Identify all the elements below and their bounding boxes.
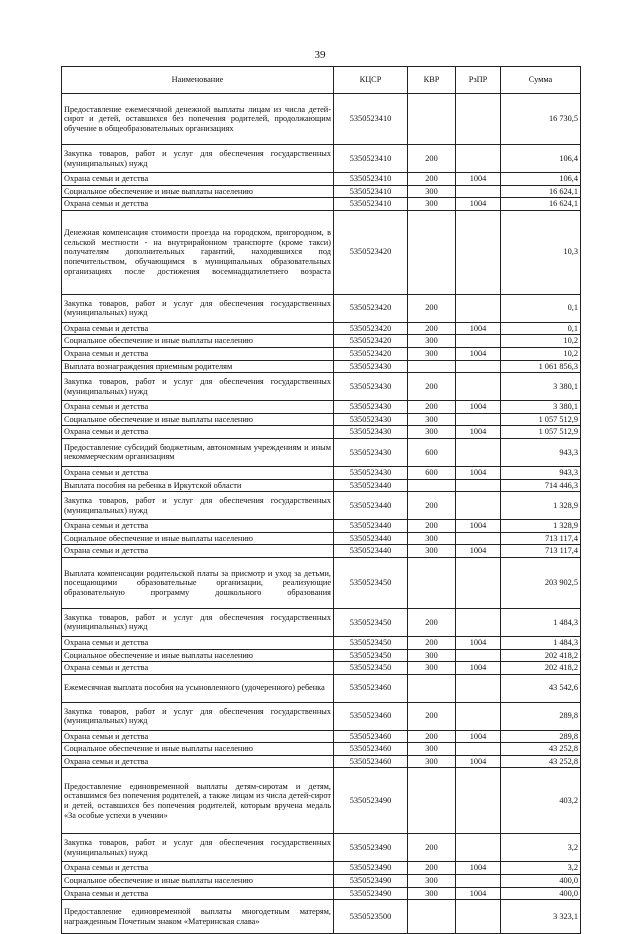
cell-sum: 16 624,1	[501, 198, 581, 211]
cell-name: Охрана семьи и детства	[62, 426, 334, 439]
cell-kvr: 300	[408, 413, 456, 426]
cell-kvr: 200	[408, 145, 456, 173]
cell-kcsr: 5350523410	[334, 145, 408, 173]
table-row	[62, 545, 581, 558]
cell-kvr	[408, 360, 456, 373]
page-number: 39	[314, 49, 326, 61]
cell-sum: 10,3	[501, 210, 581, 294]
cell-kvr: 600	[408, 466, 456, 479]
cell-rzpr: 1004	[456, 636, 501, 649]
cell-kcsr: 5350523440	[334, 492, 408, 520]
cell-name: Закупка товаров, работ и услуг для обеспечения государственных (муниципальных) нужд	[62, 608, 334, 636]
cell-rzpr: 1004	[456, 347, 501, 360]
table-row	[62, 743, 581, 756]
cell-name: Предоставление единовременной выплаты детям-сиротам и детям, оставшимся без попечения родителей, а также лицам из числа детей-сирот и детей, оставшихся без попечения родителей, которым вручена медаль «За особые успехи в учении»	[62, 768, 334, 834]
header-rzpr: РзПР	[456, 67, 501, 94]
header-name: Наименование	[62, 67, 334, 94]
cell-kvr: 200	[408, 520, 456, 533]
cell-name: Охрана семьи и детства	[62, 755, 334, 768]
cell-rzpr: 1004	[456, 755, 501, 768]
table-row	[62, 834, 581, 862]
cell-kcsr: 5350523420	[334, 347, 408, 360]
cell-kcsr: 5350523420	[334, 294, 408, 322]
cell-kcsr: 5350523410	[334, 185, 408, 198]
cell-rzpr: 1004	[456, 520, 501, 533]
cell-name: Выплата компенсации родительской платы за присмотр и уход за детьми, посещающими образовательные организации, реализующие образовательную программу дошкольного образования	[62, 557, 334, 608]
cell-sum: 289,8	[501, 702, 581, 730]
cell-kcsr: 5350523490	[334, 875, 408, 888]
table-row	[62, 294, 581, 322]
table-row	[62, 608, 581, 636]
cell-kcsr: 5350523420	[334, 210, 408, 294]
cell-sum: 1 057 512,9	[501, 426, 581, 439]
cell-kcsr: 5350523500	[334, 900, 408, 934]
cell-sum: 106,4	[501, 145, 581, 173]
cell-sum: 3,2	[501, 834, 581, 862]
cell-name: Охрана семьи и детства	[62, 662, 334, 675]
cell-rzpr: 1004	[456, 887, 501, 900]
table-row	[62, 479, 581, 492]
header-sum: Сумма	[501, 67, 581, 94]
cell-kvr: 200	[408, 373, 456, 401]
cell-kcsr: 5350523450	[334, 662, 408, 675]
table-body	[62, 94, 581, 934]
cell-rzpr: 1004	[456, 545, 501, 558]
cell-sum: 943,3	[501, 438, 581, 466]
cell-name: Охрана семьи и детства	[62, 636, 334, 649]
cell-name: Социальное обеспечение и иные выплаты населению	[62, 532, 334, 545]
cell-sum: 943,3	[501, 466, 581, 479]
cell-sum: 3,2	[501, 862, 581, 875]
cell-name: Охрана семьи и детства	[62, 730, 334, 743]
cell-name: Социальное обеспечение и иные выплаты населению	[62, 413, 334, 426]
cell-rzpr: 1004	[456, 322, 501, 335]
cell-kvr: 300	[408, 887, 456, 900]
table-row	[62, 322, 581, 335]
cell-kcsr: 5350523460	[334, 743, 408, 756]
cell-rzpr	[456, 373, 501, 401]
cell-kcsr: 5350523460	[334, 674, 408, 702]
table-row	[62, 145, 581, 173]
table-row	[62, 862, 581, 875]
cell-kvr: 300	[408, 198, 456, 211]
cell-sum: 714 446,3	[501, 479, 581, 492]
cell-sum: 0,1	[501, 322, 581, 335]
cell-rzpr	[456, 360, 501, 373]
cell-sum: 3 380,1	[501, 373, 581, 401]
table-row	[62, 426, 581, 439]
cell-kvr: 300	[408, 755, 456, 768]
table-row	[62, 649, 581, 662]
cell-kvr: 200	[408, 173, 456, 186]
table-row	[62, 347, 581, 360]
cell-sum: 713 117,4	[501, 545, 581, 558]
cell-rzpr	[456, 94, 501, 145]
cell-kvr: 200	[408, 862, 456, 875]
cell-rzpr: 1004	[456, 198, 501, 211]
cell-name: Охрана семьи и детства	[62, 347, 334, 360]
cell-kcsr: 5350523430	[334, 401, 408, 414]
table-row	[62, 532, 581, 545]
cell-kvr: 200	[408, 834, 456, 862]
cell-name: Охрана семьи и детства	[62, 173, 334, 186]
cell-rzpr	[456, 532, 501, 545]
cell-name: Закупка товаров, работ и услуг для обеспечения государственных (муниципальных) нужд	[62, 492, 334, 520]
cell-sum: 202 418,2	[501, 649, 581, 662]
cell-kvr: 200	[408, 492, 456, 520]
cell-sum: 1 328,9	[501, 520, 581, 533]
cell-sum: 1 328,9	[501, 492, 581, 520]
cell-kvr: 300	[408, 347, 456, 360]
cell-sum: 1 061 856,3	[501, 360, 581, 373]
cell-kvr: 300	[408, 532, 456, 545]
table-row	[62, 466, 581, 479]
cell-kcsr: 5350523430	[334, 438, 408, 466]
cell-kvr: 300	[408, 185, 456, 198]
cell-rzpr	[456, 479, 501, 492]
table-row	[62, 887, 581, 900]
cell-kvr	[408, 900, 456, 934]
cell-kvr: 200	[408, 294, 456, 322]
cell-rzpr: 1004	[456, 173, 501, 186]
header-kcsr: КЦСР	[334, 67, 408, 94]
cell-kvr	[408, 557, 456, 608]
cell-sum: 289,8	[501, 730, 581, 743]
cell-name: Охрана семьи и детства	[62, 887, 334, 900]
cell-rzpr	[456, 834, 501, 862]
table-row	[62, 373, 581, 401]
table-row	[62, 662, 581, 675]
cell-kvr: 300	[408, 649, 456, 662]
cell-rzpr: 1004	[456, 862, 501, 875]
cell-rzpr	[456, 492, 501, 520]
cell-sum: 1 484,3	[501, 636, 581, 649]
cell-rzpr	[456, 608, 501, 636]
cell-kcsr: 5350523490	[334, 768, 408, 834]
cell-kvr: 300	[408, 545, 456, 558]
cell-kcsr: 5350523450	[334, 636, 408, 649]
cell-name: Охрана семьи и детства	[62, 401, 334, 414]
cell-rzpr	[456, 145, 501, 173]
cell-name: Выплата вознаграждения приемным родителям	[62, 360, 334, 373]
cell-kvr: 300	[408, 426, 456, 439]
cell-kvr	[408, 768, 456, 834]
cell-rzpr	[456, 210, 501, 294]
cell-kcsr: 5350523420	[334, 335, 408, 348]
cell-kcsr: 5350523490	[334, 887, 408, 900]
cell-rzpr: 1004	[456, 730, 501, 743]
cell-kcsr: 5350523450	[334, 608, 408, 636]
cell-kcsr: 5350523430	[334, 426, 408, 439]
cell-kcsr: 5350523460	[334, 702, 408, 730]
cell-name: Закупка товаров, работ и услуг для обеспечения государственных (муниципальных) нужд	[62, 834, 334, 862]
cell-sum: 1 484,3	[501, 608, 581, 636]
cell-name: Охрана семьи и детства	[62, 545, 334, 558]
cell-name: Закупка товаров, работ и услуг для обеспечения государственных (муниципальных) нужд	[62, 702, 334, 730]
cell-sum: 713 117,4	[501, 532, 581, 545]
table-row	[62, 185, 581, 198]
cell-sum: 10,2	[501, 335, 581, 348]
table-row	[62, 875, 581, 888]
cell-kvr	[408, 94, 456, 145]
cell-name: Предоставление ежемесячной денежной выплаты лицам из числа детей-сирот и детей, оставшихся без попечения родителей, продолжающим обучение в общеобразовательных организациях	[62, 94, 334, 145]
cell-kcsr: 5350523440	[334, 532, 408, 545]
table-row	[62, 438, 581, 466]
cell-name: Социальное обеспечение и иные выплаты населению	[62, 743, 334, 756]
table-row	[62, 335, 581, 348]
cell-name: Денежная компенсация стоимости проезда на городском, пригородном, в сельской местности - на внутрирайонном транспорте (кроме такси) получателям дополнительных гарантий, находившихся под попечительством, обучающимся в муниципальных образовательных организациях после достижения восемнадцатилетнего возраста	[62, 210, 334, 294]
cell-kcsr: 5350523420	[334, 322, 408, 335]
cell-rzpr: 1004	[456, 466, 501, 479]
cell-sum: 3 323,1	[501, 900, 581, 934]
table-row	[62, 94, 581, 145]
cell-rzpr: 1004	[456, 401, 501, 414]
table-row	[62, 210, 581, 294]
table-row	[62, 198, 581, 211]
cell-sum: 10,2	[501, 347, 581, 360]
cell-kcsr: 5350523440	[334, 520, 408, 533]
cell-rzpr	[456, 185, 501, 198]
cell-kcsr: 5350523460	[334, 755, 408, 768]
cell-rzpr	[456, 413, 501, 426]
cell-name: Закупка товаров, работ и услуг для обеспечения государственных (муниципальных) нужд	[62, 373, 334, 401]
cell-kvr: 200	[408, 730, 456, 743]
cell-name: Охрана семьи и детства	[62, 520, 334, 533]
table-row	[62, 360, 581, 373]
cell-kcsr: 5350523450	[334, 557, 408, 608]
cell-name: Закупка товаров, работ и услуг для обеспечения государственных (муниципальных) нужд	[62, 145, 334, 173]
cell-kcsr: 5350523440	[334, 545, 408, 558]
cell-sum: 106,4	[501, 173, 581, 186]
cell-rzpr	[456, 294, 501, 322]
cell-kvr: 200	[408, 608, 456, 636]
cell-sum: 400,0	[501, 875, 581, 888]
table-row	[62, 900, 581, 934]
cell-sum: 16 730,5	[501, 94, 581, 145]
cell-rzpr	[456, 875, 501, 888]
cell-name: Охрана семьи и детства	[62, 198, 334, 211]
table-row	[62, 674, 581, 702]
header-kvr: КВР	[408, 67, 456, 94]
cell-kcsr: 5350523450	[334, 649, 408, 662]
cell-kvr: 200	[408, 702, 456, 730]
cell-kvr: 300	[408, 743, 456, 756]
cell-kvr	[408, 210, 456, 294]
cell-rzpr	[456, 438, 501, 466]
budget-table	[61, 66, 581, 934]
table-row	[62, 768, 581, 834]
cell-kvr: 200	[408, 636, 456, 649]
cell-name: Социальное обеспечение и иные выплаты населению	[62, 875, 334, 888]
cell-sum: 403,2	[501, 768, 581, 834]
cell-rzpr	[456, 335, 501, 348]
cell-rzpr	[456, 900, 501, 934]
cell-name: Охрана семьи и детства	[62, 322, 334, 335]
cell-kcsr: 5350523430	[334, 413, 408, 426]
cell-kvr: 300	[408, 335, 456, 348]
cell-kvr: 300	[408, 875, 456, 888]
cell-kcsr: 5350523440	[334, 479, 408, 492]
cell-rzpr	[456, 674, 501, 702]
cell-kcsr: 5350523410	[334, 173, 408, 186]
cell-kvr: 200	[408, 322, 456, 335]
cell-name: Социальное обеспечение и иные выплаты населению	[62, 185, 334, 198]
cell-kcsr: 5350523490	[334, 834, 408, 862]
table-row	[62, 702, 581, 730]
cell-sum: 43 252,8	[501, 755, 581, 768]
table-row	[62, 520, 581, 533]
cell-rzpr	[456, 743, 501, 756]
cell-name: Предоставление единовременной выплаты многодетным матерям, награжденным Почетным знаком «Материнская слава»	[62, 900, 334, 934]
cell-rzpr	[456, 557, 501, 608]
cell-sum: 202 418,2	[501, 662, 581, 675]
cell-sum: 1 057 512,9	[501, 413, 581, 426]
cell-name: Охрана семьи и детства	[62, 862, 334, 875]
table-row	[62, 173, 581, 186]
cell-rzpr	[456, 768, 501, 834]
cell-kcsr: 5350523490	[334, 862, 408, 875]
cell-kcsr: 5350523430	[334, 466, 408, 479]
cell-sum: 43 542,6	[501, 674, 581, 702]
cell-sum: 0,1	[501, 294, 581, 322]
cell-name: Социальное обеспечение и иные выплаты населению	[62, 649, 334, 662]
cell-name: Закупка товаров, работ и услуг для обеспечения государственных (муниципальных) нужд	[62, 294, 334, 322]
table-header-row	[62, 67, 581, 94]
cell-name: Ежемесячная выплата пособия на усыновленного (удочеренного) ребенка	[62, 674, 334, 702]
cell-sum: 16 624,1	[501, 185, 581, 198]
cell-name: Социальное обеспечение и иные выплаты населению	[62, 335, 334, 348]
cell-kvr: 600	[408, 438, 456, 466]
cell-name: Предоставление субсидий бюджетным, автономным учреждениям и иным некоммерческим организациям	[62, 438, 334, 466]
cell-kvr: 300	[408, 662, 456, 675]
table-row	[62, 413, 581, 426]
table-row	[62, 730, 581, 743]
cell-kcsr: 5350523430	[334, 373, 408, 401]
cell-rzpr	[456, 702, 501, 730]
cell-kcsr: 5350523410	[334, 198, 408, 211]
cell-rzpr: 1004	[456, 426, 501, 439]
table-row	[62, 401, 581, 414]
cell-kcsr: 5350523430	[334, 360, 408, 373]
cell-sum: 43 252,8	[501, 743, 581, 756]
table-row	[62, 557, 581, 608]
cell-kvr	[408, 479, 456, 492]
cell-kvr	[408, 674, 456, 702]
table-row	[62, 755, 581, 768]
cell-kcsr: 5350523410	[334, 94, 408, 145]
table-row	[62, 492, 581, 520]
cell-name: Охрана семьи и детства	[62, 466, 334, 479]
cell-kcsr: 5350523460	[334, 730, 408, 743]
cell-sum: 3 380,1	[501, 401, 581, 414]
cell-rzpr	[456, 649, 501, 662]
cell-name: Выплата пособия на ребенка в Иркутской области	[62, 479, 334, 492]
cell-kvr: 200	[408, 401, 456, 414]
table-row	[62, 636, 581, 649]
cell-sum: 400,0	[501, 887, 581, 900]
cell-sum: 203 902,5	[501, 557, 581, 608]
cell-rzpr: 1004	[456, 662, 501, 675]
